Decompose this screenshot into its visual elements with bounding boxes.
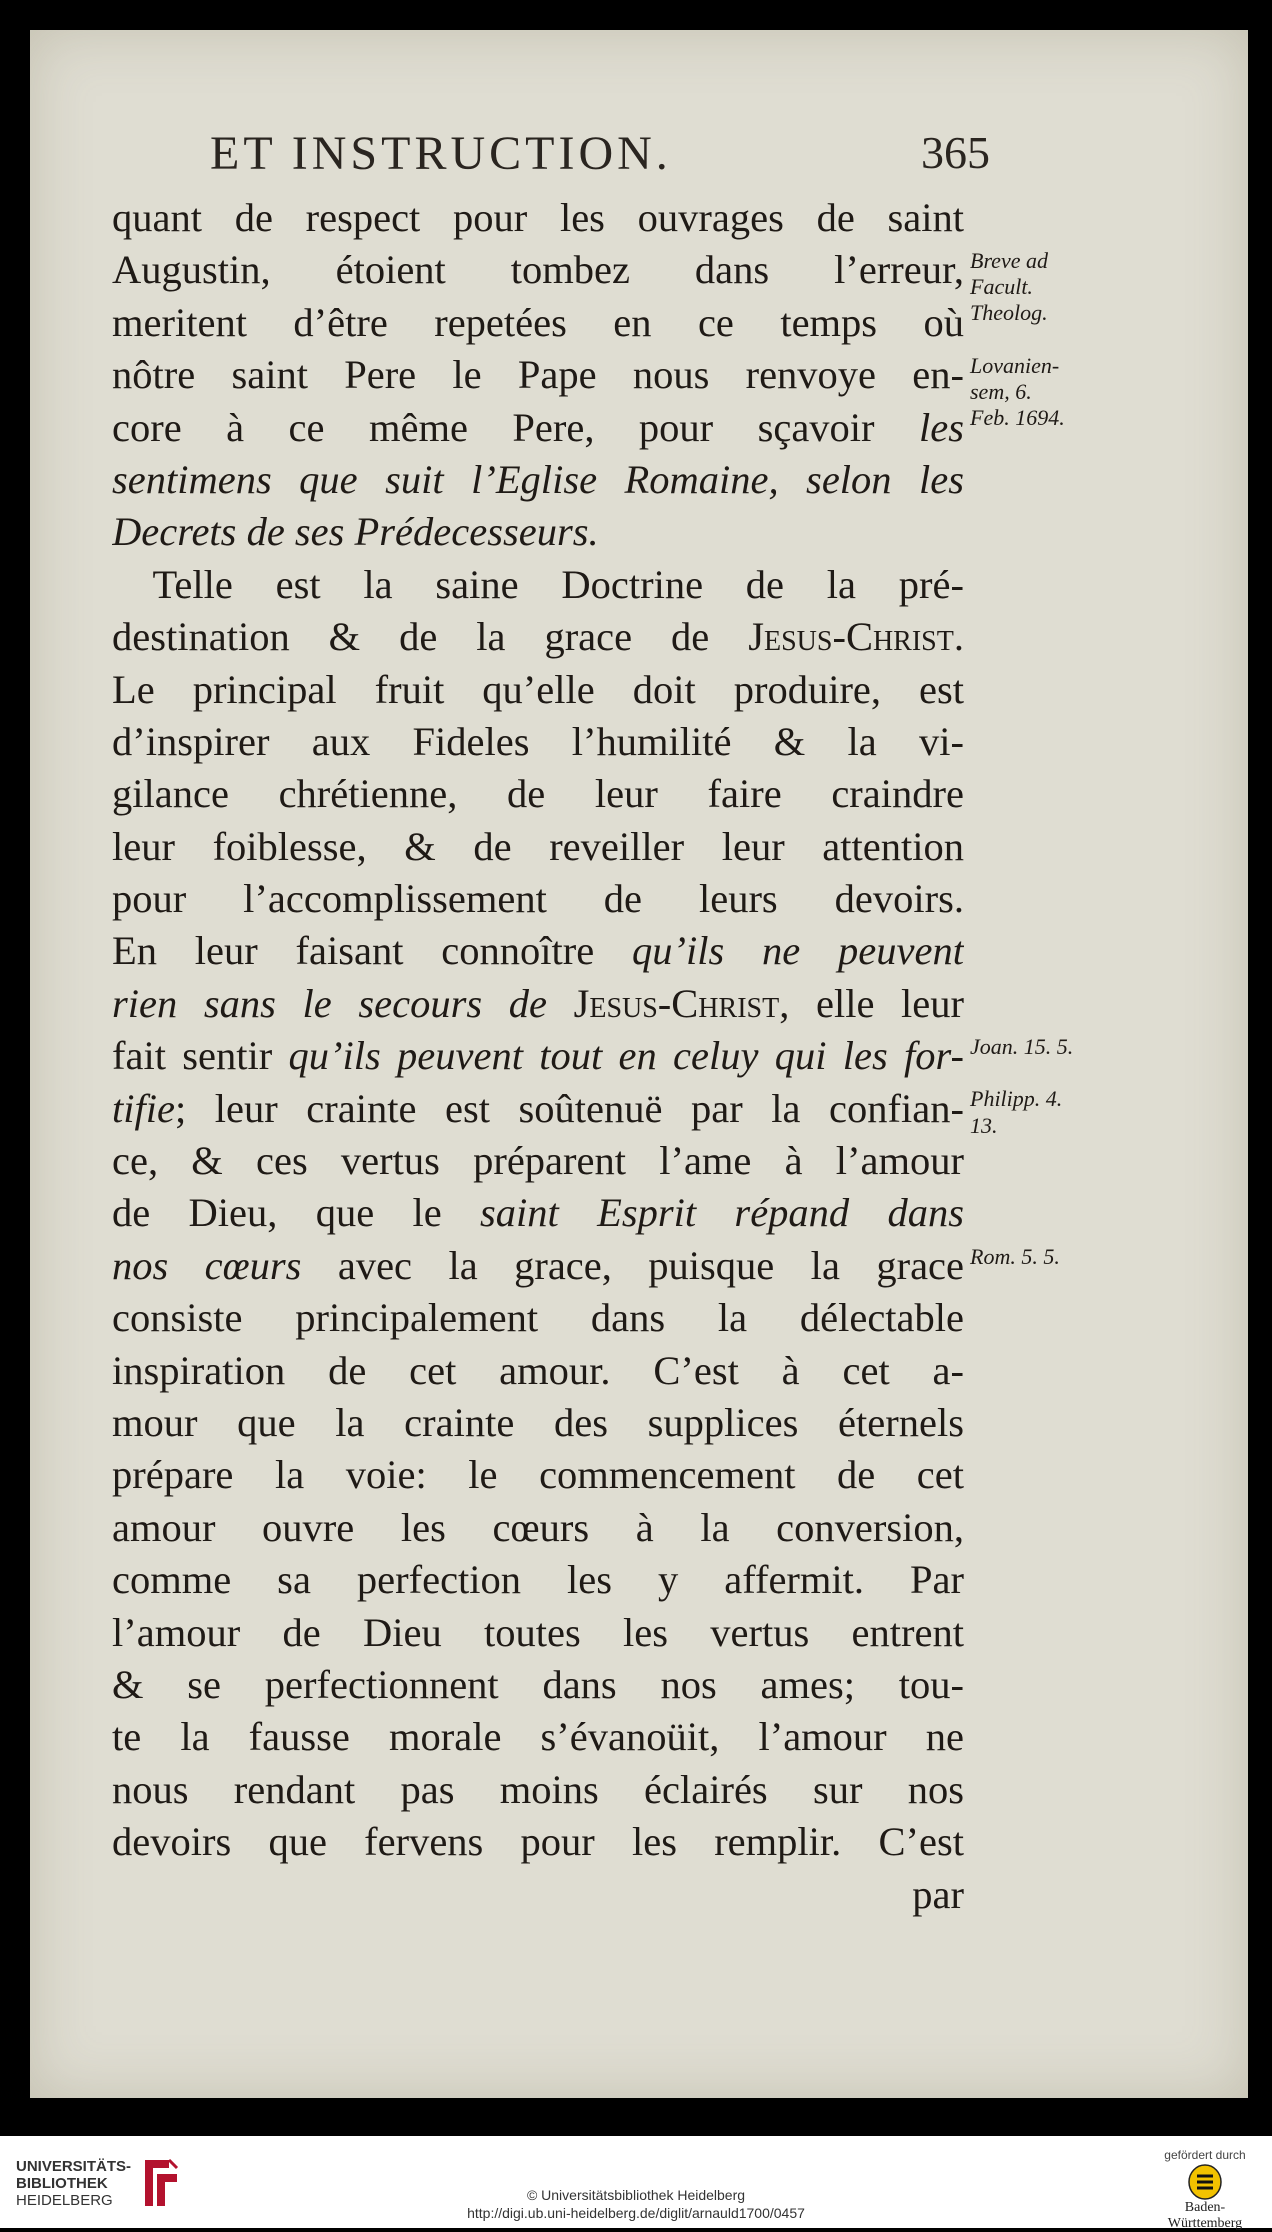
text-line: [112, 1187, 964, 1239]
text-line: [112, 1240, 964, 1292]
library-name-line-3: HEIDELBERG: [16, 2191, 113, 2209]
text-span: comme sa perfection les y affermit. Par: [112, 1557, 964, 1603]
text-span: Le principal fruit qu’elle doit produire, est: [112, 666, 964, 712]
text-line: [112, 1816, 964, 1868]
text-span: sentimens que suit l’Eglise Romaine, selon les: [112, 456, 964, 502]
library-name-line-1: UNIVERSITÄTS-: [16, 2157, 132, 2175]
text-span: d’inspirer aux Fideles l’humilité & la vi-: [112, 718, 964, 764]
text-span: mour que la crainte des supplices éternels: [112, 1399, 964, 1445]
text-line: [112, 1292, 964, 1344]
page-scan: [30, 30, 1248, 2098]
text-line: [112, 768, 964, 820]
text-span: Decrets de ses Prédecesseurs.: [112, 509, 599, 555]
marginal-note: Facult.: [970, 274, 1033, 300]
text-span: saint Esprit répand dans: [480, 1190, 964, 1236]
text-line: [112, 1659, 964, 1711]
copyright-block: [0, 2186, 1272, 2222]
copyright-text: © Universitätsbibliothek Heidelberg: [526, 2187, 746, 2203]
text-span: les: [919, 404, 964, 450]
funder-name: Baden-Württemberg: [1167, 2200, 1243, 2231]
text-span: avec la grace, puisque la grace: [301, 1242, 964, 1288]
text-line: [112, 925, 964, 977]
text-span: Jesus-Christ.: [748, 614, 964, 660]
text-span: nôtre saint Pere le Pape nous renvoye en-: [112, 352, 964, 398]
text-span: quant de respect pour les ouvrages de saint: [112, 195, 964, 240]
text-line: [112, 1554, 964, 1606]
text-span: te la fausse morale s’évanoüit, l’amour ne: [112, 1714, 964, 1760]
text-line: [112, 716, 964, 768]
text-line: [112, 873, 964, 925]
marginal-note: Breve ad: [970, 248, 1048, 273]
text-line: [112, 1449, 964, 1501]
text-line: [112, 1607, 964, 1659]
text-line: [112, 297, 964, 349]
page-header: [210, 126, 990, 186]
text-span: leur foiblesse, & de reveiller leur attention: [112, 823, 964, 869]
text-line: [112, 611, 964, 663]
body-text: [112, 192, 964, 1921]
marginal-note: Theolog.: [970, 300, 1048, 326]
text-line: [112, 1397, 964, 1449]
text-span: prépare la voie: le commencement de cet: [112, 1452, 964, 1498]
library-name-line-2: BIBLIOTHEK: [16, 2174, 108, 2192]
text-span: consiste principalement dans la délectable: [112, 1295, 964, 1341]
text-span: ; leur crainte est soûtenuë par la confian-: [175, 1085, 964, 1131]
text-line: [112, 349, 964, 401]
text-span: devoirs que fervens pour les remplir. C’est: [112, 1819, 964, 1865]
text-span: par: [912, 1871, 964, 1917]
text-span: core à ce même Pere, pour sçavoir: [112, 404, 919, 450]
text-span: Telle est la saine Doctrine de la pré-: [112, 561, 964, 607]
text-span: l’amour de Dieu toutes les vertus entrent: [112, 1609, 964, 1655]
text-span: gilance chrétienne, de leur faire craindre: [112, 771, 964, 817]
text-line: [112, 664, 964, 716]
text-span: meritent d’être repetées en ce temps où: [112, 299, 964, 345]
marginal-note: Lovanien-: [970, 352, 1060, 378]
text-line: [112, 506, 964, 558]
text-span: ce, & ces vertus préparent l’ame à l’amour: [112, 1138, 964, 1184]
text-span: inspiration de cet amour. C’est à cet a-: [112, 1347, 964, 1393]
baden-wuerttemberg-crest-icon: [1188, 2164, 1222, 2200]
text-line: [112, 559, 964, 611]
marginal-note: 13.: [970, 1112, 998, 1138]
marginal-note: Rom. 5. 5.: [970, 1243, 1060, 1269]
text-line: [112, 821, 964, 873]
text-span: Augustin, étoient tombez dans l’erreur,: [112, 247, 964, 293]
text-span: nos cœurs: [112, 1242, 302, 1288]
text-line: [112, 1764, 964, 1816]
marginal-note: Philipp. 4.: [970, 1086, 1063, 1112]
text-span: de Dieu, que le: [112, 1190, 481, 1236]
text-span: tifie: [112, 1085, 175, 1131]
text-span: Jesus-Christ: [573, 980, 780, 1026]
text-span: nous rendant pas moins éclairés sur nos: [112, 1766, 964, 1812]
page-number: 365: [921, 127, 990, 178]
text-span: En leur faisant connoître: [112, 928, 632, 974]
running-title: ET INSTRUCTION.: [210, 127, 672, 180]
text-line: [112, 244, 964, 296]
marginal-note: Joan. 15. 5.: [970, 1034, 1074, 1059]
text-span: qu’ils peuvent tout en celuy qui les for-: [288, 1033, 964, 1079]
text-line: [112, 1083, 964, 1135]
text-line: [112, 1030, 964, 1082]
text-span: pour l’accomplissement de leurs devoirs.: [112, 876, 964, 922]
funder-block[interactable]: [1150, 2148, 1260, 2232]
text-line: [112, 1502, 964, 1554]
text-line: [112, 1711, 964, 1763]
text-span: amour ouvre les cœurs à la conversion,: [112, 1504, 964, 1550]
text-span: rien sans le secours de: [112, 980, 574, 1026]
text-line: [112, 978, 964, 1030]
text-line: [112, 454, 964, 506]
text-line: [112, 192, 964, 244]
text-span: qu’ils ne peuvent: [632, 928, 964, 974]
footer-bar: [0, 2136, 1272, 2231]
text-span: , elle leur: [779, 980, 964, 1026]
marginal-note: sem, 6.: [970, 379, 1032, 404]
text-line: [112, 1869, 964, 1921]
funder-label: gefördert durch: [1164, 2148, 1246, 2162]
text-line: [112, 1345, 964, 1397]
text-span: fait sentir: [112, 1033, 289, 1079]
text-span: & se perfectionnent dans nos ames; tou-: [112, 1661, 964, 1707]
permalink-url[interactable]: http://digi.ub.uni-heidelberg.de/diglit/arnauld1700/0457: [467, 2205, 805, 2221]
text-span: destination & de la grace de: [112, 614, 749, 660]
text-line: [112, 1135, 964, 1187]
text-line: [112, 402, 964, 454]
marginal-note: Feb. 1694.: [970, 405, 1065, 431]
